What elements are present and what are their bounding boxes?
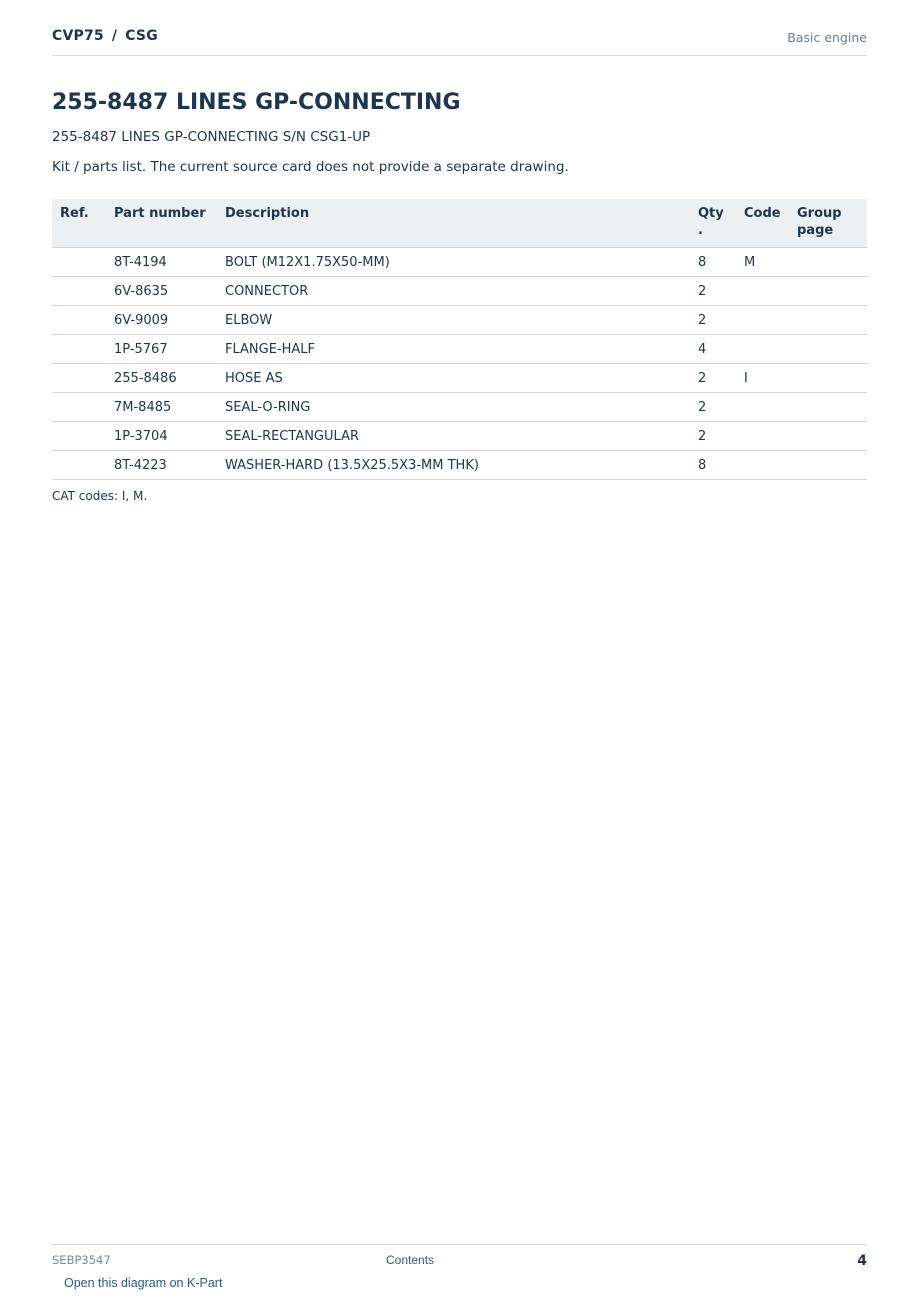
- cell-part-number: 1P-3704: [106, 422, 217, 451]
- cell-qty: 8: [690, 451, 736, 480]
- table-row: [52, 277, 867, 306]
- header-ref: Ref.: [52, 199, 106, 248]
- cell-ref: [52, 306, 106, 335]
- table-row: [52, 364, 867, 393]
- cat-codes-note: CAT codes: I, M.: [52, 489, 148, 503]
- breadcrumb-separator: /: [111, 28, 118, 44]
- table-row: [52, 451, 867, 480]
- contents-link[interactable]: Contents: [386, 1253, 435, 1267]
- cell-description: BOLT (M12X1.75X50-MM): [217, 248, 690, 277]
- page-title: 255-8487 LINES GP-CONNECTING: [52, 90, 461, 115]
- document-id: SEBP3547: [52, 1253, 111, 1267]
- table-row: [52, 306, 867, 335]
- cell-ref: [52, 364, 106, 393]
- cell-description: WASHER-HARD (13.5X25.5X3-MM THK): [217, 451, 690, 480]
- cell-part-number: 8T-4194: [106, 248, 217, 277]
- cell-code: [736, 422, 789, 451]
- cell-ref: [52, 422, 106, 451]
- table-row: [52, 335, 867, 364]
- source-note: Kit / parts list. The current source card does not provide a separate drawing.: [52, 159, 569, 175]
- table-row: [52, 393, 867, 422]
- header-code: Code: [736, 199, 789, 248]
- header-group-page: Group page: [789, 199, 867, 248]
- cell-description: SEAL-O-RING: [217, 393, 690, 422]
- cell-part-number: 7M-8485: [106, 393, 217, 422]
- cell-code: I: [736, 364, 789, 393]
- cell-group-page: [789, 306, 867, 335]
- cell-description: SEAL-RECTANGULAR: [217, 422, 690, 451]
- cell-part-number: 6V-9009: [106, 306, 217, 335]
- cell-group-page: [789, 248, 867, 277]
- cell-description: FLANGE-HALF: [217, 335, 690, 364]
- table-row: [52, 422, 867, 451]
- serial-prefix-label: CSG: [125, 28, 158, 44]
- cell-group-page: [789, 451, 867, 480]
- cell-ref: [52, 335, 106, 364]
- cell-code: [736, 277, 789, 306]
- cell-ref: [52, 393, 106, 422]
- cell-qty: 2: [690, 393, 736, 422]
- cell-group-page: [789, 335, 867, 364]
- table-header-row: [52, 199, 867, 248]
- cell-group-page: [789, 393, 867, 422]
- page-number: 4: [857, 1253, 867, 1269]
- page-subtitle: 255-8487 LINES GP-CONNECTING S/N CSG1-UP: [52, 129, 371, 145]
- cell-qty: 2: [690, 364, 736, 393]
- cell-description: CONNECTOR: [217, 277, 690, 306]
- cell-part-number: 8T-4223: [106, 451, 217, 480]
- cell-ref: [52, 277, 106, 306]
- page-header: [52, 28, 867, 56]
- parts-table: [52, 199, 867, 480]
- cell-ref: [52, 451, 106, 480]
- breadcrumb: [52, 28, 158, 44]
- header-part-number: Part number: [106, 199, 217, 248]
- section-label: Basic engine: [787, 30, 867, 45]
- cell-group-page: [789, 364, 867, 393]
- cell-code: [736, 306, 789, 335]
- cell-part-number: 255-8486: [106, 364, 217, 393]
- cell-qty: 2: [690, 306, 736, 335]
- cell-description: ELBOW: [217, 306, 690, 335]
- cell-group-page: [789, 277, 867, 306]
- header-description: Description: [217, 199, 690, 248]
- cell-qty: 4: [690, 335, 736, 364]
- cell-code: [736, 451, 789, 480]
- kpart-diagram-link[interactable]: Open this diagram on K-Part: [64, 1276, 223, 1290]
- cell-code: [736, 335, 789, 364]
- page-footer: [52, 1244, 867, 1271]
- cell-code: M: [736, 248, 789, 277]
- cell-qty: 2: [690, 422, 736, 451]
- cell-qty: 8: [690, 248, 736, 277]
- cell-qty: 2: [690, 277, 736, 306]
- cell-part-number: 1P-5767: [106, 335, 217, 364]
- table-row: [52, 248, 867, 277]
- header-qty: Qty .: [690, 199, 736, 248]
- cell-part-number: 6V-8635: [106, 277, 217, 306]
- cell-ref: [52, 248, 106, 277]
- cell-code: [736, 393, 789, 422]
- cell-group-page: [789, 422, 867, 451]
- cell-description: HOSE AS: [217, 364, 690, 393]
- model-label: CVP75: [52, 28, 104, 44]
